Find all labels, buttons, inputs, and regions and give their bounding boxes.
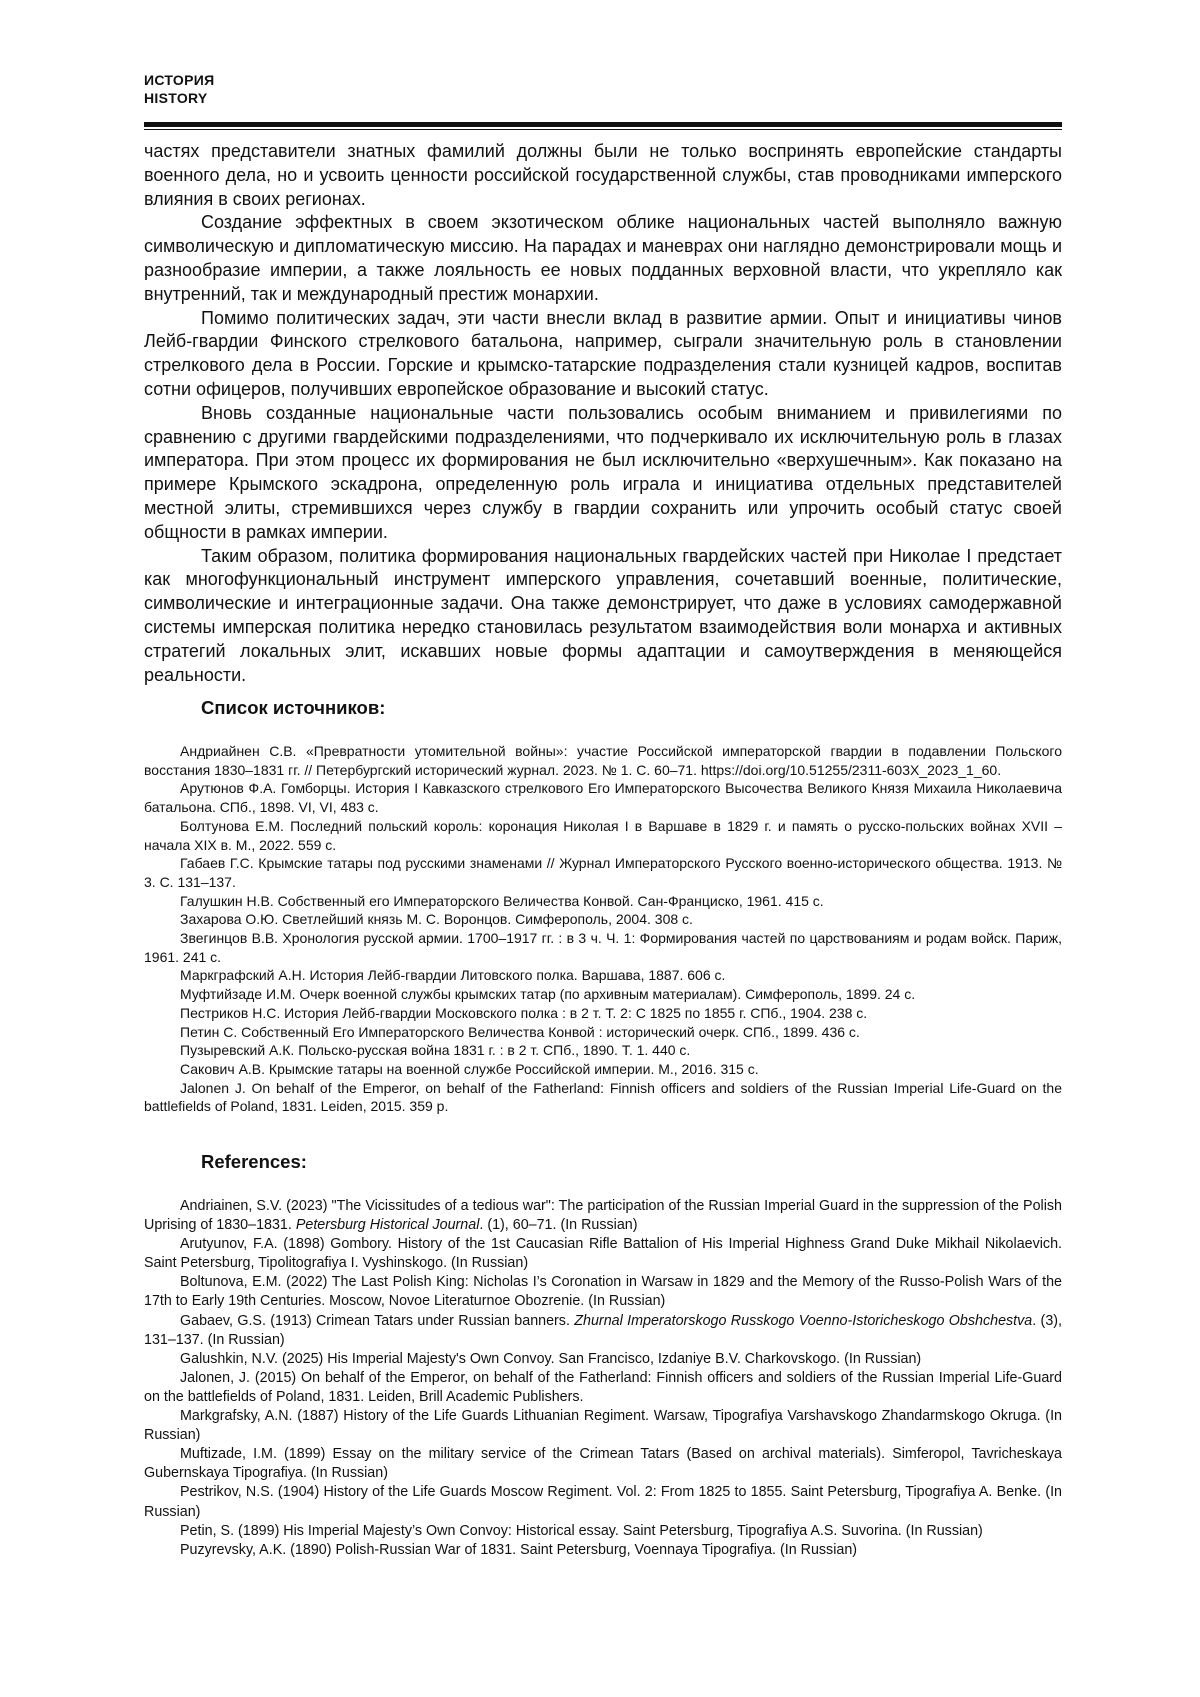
source-item: Jalonen J. On behalf of the Emperor, on behalf of the Fatherland: Finnish officers and soldiers of the Russian Imperial Life-Guard on the battlefields of Poland, 1831. Leiden, 2015. 359 p.: [144, 1079, 1062, 1115]
section-title-en: HISTORY: [144, 90, 208, 106]
references-list: [144, 1197, 1062, 1560]
reference-item: Gabaev, G.S. (1913) Crimean Tatars under Russian banners. Zhurnal Imperatorskogo Russkogo Voenno-Istoricheskogo Obshchestva. (3), 131–137. (In Russian): [144, 1312, 1063, 1348]
source-item: Муфтийзаде И.М. Очерк военной службы крымских татар (по архивным материалам). Симферополь, 1899. 24 с.: [180, 986, 916, 1003]
references-heading: References:: [201, 1151, 307, 1172]
reference-item: Pestrikov, N.S. (1904) History of the Life Guards Moscow Regiment. Vol. 2: From 1825 to 1855. Saint Petersburg, Tipografiya A. Benke. (In Russian): [144, 1484, 1062, 1520]
source-item: Галушкин Н.В. Собственный его Императорского Величества Конвой. Сан-Франциско, 1961. 415 с.: [180, 892, 824, 909]
reference-item: Arutyunov, F.A. (1898) Gombory. History of the 1st Caucasian Rifle Battalion of His Imperial Highness Grand Duke Mikhail Nikolaevich. Saint Petersburg, Tipolitografiya I. Vyshinskogo. (In Russian): [144, 1236, 1062, 1272]
paragraph: Создание эффектных в своем экзотическом облике национальных частей выполняло важную символическую и дипломатическую миссию. На парадах и маневрах они наглядно демонстрировали мощь и разнообразие империи, а также лояльность ее новых подданных верховной власти, что укрепляло как внутренний, так и международный престиж монархии.: [144, 212, 1062, 304]
reference-item: Markgrafsky, A.N. (1887) History of the Life Guards Lithuanian Regiment. Warsaw, Tipografiya Varshavskogo Zhandarmskogo Okruga. (In Russian): [144, 1408, 1062, 1444]
reference-item: Jalonen, J. (2015) On behalf of the Emperor, on behalf of the Fatherland: Finnish officers and soldiers of the Russian Imperial Life-Guard on the battlefields of Poland, 1831. Leiden, Brill Academic Publishers.: [144, 1369, 1062, 1405]
source-item: Захарова О.Ю. Светлейший князь М. С. Воронцов. Симферополь, 2004. 308 с.: [180, 911, 693, 928]
source-item: Арутюнов Ф.А. Гомборцы. История I Кавказского стрелкового Его Императорского Высочества Великого Князя Михаила Николаевича батальона. СПб., 1898. VI, VI, 483 с.: [144, 780, 1062, 816]
paragraph: Помимо политических задач, эти части внесли вклад в развитие армии. Опыт и инициативы чинов Лейб-гвардии Финского стрелкового батальона, например, сыграли значительную роль в становлении стрелкового дела в России. Горские и крымско-татарские подразделения стали кузницей кадров, воспитав сотни офицеров, получивших европейское образование и высокий статус.: [144, 307, 1062, 399]
article-body: [144, 140, 1062, 687]
paragraph: частях представители знатных фамилий должны были не только воспринять европейские стандарты военного дела, но и усвоить ценности российской государственной службы, став проводниками имперского влияния в своих регионах.: [144, 141, 1062, 209]
source-item: Пузыревский А.К. Польско-русская война 1831 г. : в 2 т. СПб., 1890. Т. 1. 440 с.: [180, 1042, 691, 1059]
journal-title: Petersburg Historical Journal: [295, 1217, 480, 1234]
source-item: Звегинцов В.В. Хронология русской армии. 1700–1917 гг. : в 3 ч. Ч. 1: Формирования частей по царствованиям и родам войск. Париж, 1961. 241 с.: [144, 930, 1062, 965]
sources-heading: Список источников:: [201, 697, 386, 718]
source-item: Пестриков Н.С. История Лейб-гвардии Московского полка : в 2 т. Т. 2: С 1825 по 1855 г. СПб., 1904. 238 с.: [180, 1004, 868, 1021]
section-title-ru: ИСТОРИЯ: [144, 72, 215, 88]
reference-item: Petin, S. (1899) His Imperial Majesty’s Own Convoy: Historical essay. Saint Petersburg, Tipografiya A.S. Suvorina. (In Russian): [180, 1522, 983, 1539]
paragraph: Таким образом, политика формирования национальных гвардейских частей при Николае I предстает как многофункциональный инструмент имперского управления, сочетавший военные, политические, символические и интеграционные задачи. Она также демонстрирует, что даже в условиях самодержавной системы имперская политика нередко становилась результатом взаимодействия воли монарха и активных стратегий локальных элит, искавших новые формы адаптации и самоутверждения в меняющейся реальности.: [144, 545, 1062, 685]
header-rule-thick: [144, 122, 1062, 127]
paragraph: Вновь созданные национальные части пользовались особым вниманием и привилегиями по сравнению с другими гвардейскими подразделениями, что подчеркивало их исключительную роль в глазах императора. При этом процесс их формирования не был исключительно «верхушечным». Как показано на примере Крымского эскадрона, определенную роль играла и инициатива отдельных представителей местной элиты, стремившихся через службу в гвардии сохранить или упрочить особый статус своей общности в рамках империи.: [144, 402, 1062, 542]
source-item: Болтунова Е.М. Последний польский король: коронация Николая I в Варшаве в 1829 г. и память о русско-польских войнах XVII – начала XIX в. М., 2022. 559 с.: [144, 817, 1062, 853]
reference-item: Muftizade, I.M. (1899) Essay on the military service of the Crimean Tatars (Based on archival materials). Simferopol, Tavricheskaya Gubernskaya Tipografiya. (In Russian): [144, 1446, 1062, 1482]
source-item: Петин С. Собственный Его Императорского Величества Конвой : исторический очерк. СПб., 1899. 436 с.: [180, 1023, 860, 1040]
source-item: Габаев Г.С. Крымские татары под русскими знаменами // Журнал Императорского Русского военно-исторического общества. 1913. № 3. С. 131–137.: [144, 855, 1062, 890]
reference-item: Puzyrevsky, A.K. (1890) Polish-Russian War of 1831. Saint Petersburg, Voennaya Tipografiya. (In Russian): [180, 1541, 858, 1558]
source-item: Андриайнен С.В. «Превратности утомительной войны»: участие Российской императорской гвардии в подавлении Польского восстания 1830–1831 гг. // Петербургский исторический журнал. 2023. № 1. С. 60–71. https://doi.org/10.51255/2311-603X_2023_1_60.: [144, 743, 1062, 778]
source-item: Маркграфский А.Н. История Лейб-гвардии Литовского полка. Варшава, 1887. 606 с.: [180, 967, 726, 984]
reference-item: Andriainen, S.V. (2023) "The Vicissitudes of a tedious war": The participation of the Russian Imperial Guard in the suppression of the Polish Uprising of 1830–1831. Petersburg Historical Journal. (1), 60–71. (In Russian): [144, 1198, 1062, 1234]
reference-item: Galushkin, N.V. (2025) His Imperial Majesty's Own Convoy. San Francisco, Izdaniye B.V. Charkovskogo. (In Russian): [180, 1350, 922, 1367]
header-rule-thin: [144, 129, 1062, 130]
running-header: [144, 71, 214, 107]
sources-list: [144, 742, 1062, 1116]
journal-title: Zhurnal Imperatorskogo Russkogo Voenno-Istoricheskogo Obshchestva: [574, 1312, 1033, 1329]
reference-item: Boltunova, E.M. (2022) The Last Polish King: Nicholas I’s Coronation in Warsaw in 1829 and the Memory of the Russo-Polish Wars of the 17th to Early 19th Centuries. Moscow, Novoe Literaturnoe Obozrenie. (In Russian): [144, 1274, 1062, 1310]
source-item: Сакович А.В. Крымские татары на военной службе Российской империи. М., 2016. 315 с.: [180, 1060, 759, 1077]
